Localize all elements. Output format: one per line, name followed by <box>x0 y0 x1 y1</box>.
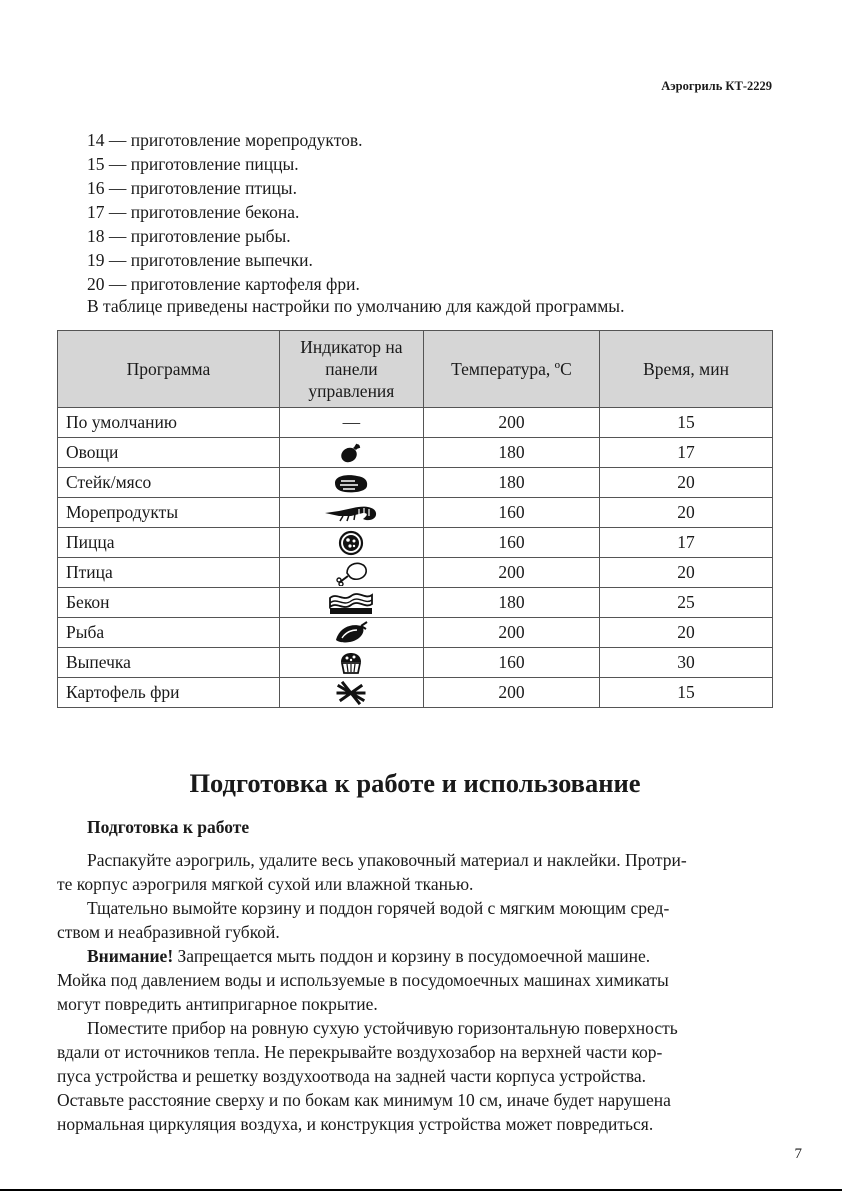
text-line: Поместите прибор на ровную сухую устойчивую горизонтальную поверхность <box>87 1018 678 1038</box>
fish-icon <box>279 618 423 648</box>
paragraph <box>57 944 773 1016</box>
running-header: Аэрогриль КТ-2229 <box>661 79 772 93</box>
time-cell: 17 <box>600 528 773 558</box>
table-row <box>58 618 773 648</box>
program-name: Стейк/мясо <box>58 468 280 498</box>
header-indicator: Индикатор на панели управления <box>279 331 423 408</box>
programs-table <box>57 330 773 708</box>
section-title: Подготовка к работе и использование <box>189 768 641 798</box>
text-line <box>57 944 773 968</box>
pizza-icon <box>279 528 423 558</box>
list-item: 15 — приготовление пиццы. <box>87 154 299 174</box>
paragraph <box>57 848 773 896</box>
time-cell: 20 <box>600 618 773 648</box>
bacon-icon <box>279 588 423 618</box>
time-cell: 30 <box>600 648 773 678</box>
text-line: могут повредить антипригарное покрытие. <box>57 994 378 1014</box>
table-header-row <box>58 331 773 408</box>
time-cell: 15 <box>600 408 773 438</box>
text-line: ством и неабразивной губкой. <box>57 922 280 942</box>
text-line: Оставьте расстояние сверху и по бокам как минимум 10 см, иначе будет нарушена <box>57 1090 671 1110</box>
program-name: Рыба <box>58 618 280 648</box>
text-line: Распакуйте аэрогриль, удалите весь упаковочный материал и наклейки. Протри- <box>87 850 687 870</box>
body-text <box>57 848 773 1136</box>
table-row <box>58 468 773 498</box>
program-list <box>87 128 363 296</box>
subsection-title: Подготовка к работе <box>87 817 250 837</box>
header-temperature: Температура, ºС <box>423 331 599 408</box>
temperature-cell: 200 <box>423 618 599 648</box>
program-name: Птица <box>58 558 280 588</box>
program-name: Пицца <box>58 528 280 558</box>
drumstick-icon <box>279 558 423 588</box>
temperature-cell: 180 <box>423 468 599 498</box>
paragraph <box>57 1016 773 1136</box>
page-number: 7 <box>794 1146 802 1162</box>
time-cell: 15 <box>600 678 773 708</box>
temperature-cell: 160 <box>423 498 599 528</box>
text-line: нормальная циркуляция воздуха, и конструкция устройства может повредиться. <box>57 1114 654 1134</box>
indicator-dash: — <box>279 408 423 438</box>
temperature-cell: 200 <box>423 558 599 588</box>
temperature-cell: 180 <box>423 588 599 618</box>
table-row <box>58 648 773 678</box>
list-item: 18 — приготовление рыбы. <box>87 226 291 246</box>
temperature-cell: 200 <box>423 408 599 438</box>
shrimp-icon <box>279 498 423 528</box>
list-item: 17 — приготовление бекона. <box>87 202 300 222</box>
time-cell: 20 <box>600 498 773 528</box>
paragraph <box>57 896 773 944</box>
text-line: вдали от источников тепла. Не перекрывайте воздухозабор на верхней части кор- <box>57 1042 663 1062</box>
time-cell: 25 <box>600 588 773 618</box>
program-name: Выпечка <box>58 648 280 678</box>
table-row <box>58 678 773 708</box>
program-name: Овощи <box>58 438 280 468</box>
header-time: Время, мин <box>600 331 773 408</box>
list-item: 19 — приготовление выпечки. <box>87 250 313 270</box>
header-program: Программа <box>58 331 280 408</box>
text-line: пуса устройства и решетку воздухоотвода на задней части корпуса устройства. <box>57 1066 647 1086</box>
time-cell: 20 <box>600 468 773 498</box>
table-row <box>58 558 773 588</box>
temperature-cell: 160 <box>423 528 599 558</box>
temperature-cell: 180 <box>423 438 599 468</box>
table-row <box>58 588 773 618</box>
table-row <box>58 408 773 438</box>
list-item: 14 — приготовление морепродуктов. <box>87 130 363 150</box>
program-name: Морепродукты <box>58 498 280 528</box>
table-row <box>58 498 773 528</box>
warning-label: Внимание! <box>87 946 174 966</box>
list-item: 20 — приготовление картофеля фри. <box>87 274 360 294</box>
steak-icon <box>279 468 423 498</box>
time-cell: 20 <box>600 558 773 588</box>
table-intro: В таблице приведены настройки по умолчанию для каждой программы. <box>87 296 625 316</box>
table-row <box>58 528 773 558</box>
temperature-cell: 160 <box>423 648 599 678</box>
temperature-cell: 200 <box>423 678 599 708</box>
eggplant-icon <box>279 438 423 468</box>
text-line: Тщательно вымойте корзину и поддон горячей водой с мягким моющим сред- <box>87 898 670 918</box>
table-row <box>58 438 773 468</box>
text-line: те корпус аэрогриля мягкой сухой или влажной тканью. <box>57 874 474 894</box>
muffin-icon <box>279 648 423 678</box>
time-cell: 17 <box>600 438 773 468</box>
program-name: Бекон <box>58 588 280 618</box>
list-item: 16 — приготовление птицы. <box>87 178 297 198</box>
fries-icon <box>279 678 423 708</box>
text-line: Мойка под давлением воды и используемые в посудомоечных машинах химикаты <box>57 970 669 990</box>
program-name: Картофель фри <box>58 678 280 708</box>
program-name: По умолчанию <box>58 408 280 438</box>
warning-text: Запрещается мыть поддон и корзину в посудомоечной машине. <box>177 946 651 966</box>
